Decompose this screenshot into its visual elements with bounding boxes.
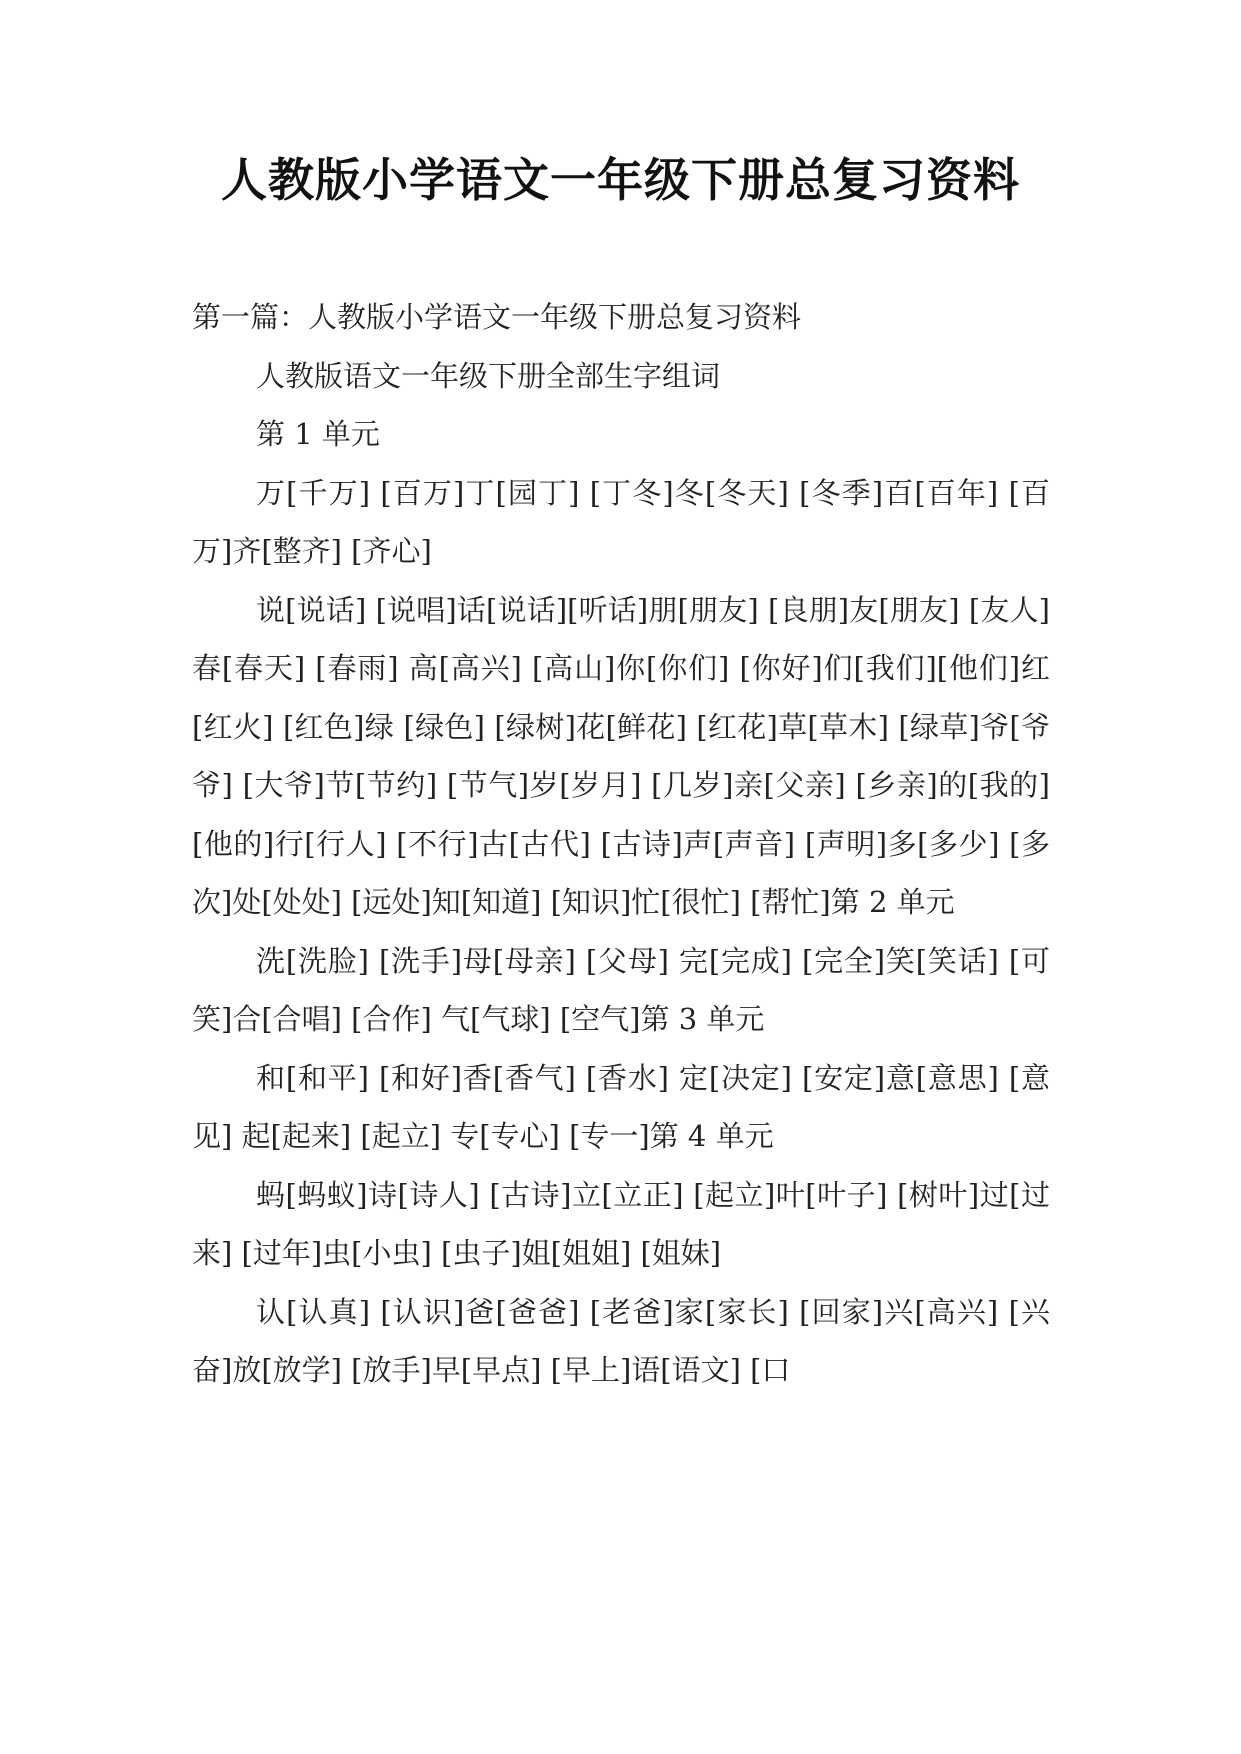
section-heading: 第一篇：人教版小学语文一年级下册总复习资料	[192, 300, 802, 334]
body-paragraph: 洗[洗脸] [洗手]母[母亲] [父母] 完[完成] [完全]笑[笑话] [可笑]合[合唱] [合作] 气[气球] [空气]第 3 单元	[192, 943, 1050, 1036]
document-body	[192, 288, 1050, 1400]
body-paragraph: 和[和平] [和好]香[香气] [香水] 定[决定] [安定]意[意思] [意见] 起[起来] [起立] 专[专心] [专一]第 4 单元	[192, 1060, 1050, 1153]
body-paragraph: 万[千万] [百万]丁[园丁] [丁冬]冬[冬天] [冬季]百[百年] [百万]齐[整齐] [齐心]	[192, 475, 1050, 568]
document-title: 人教版小学语文一年级下册总复习资料	[221, 153, 1020, 207]
body-paragraph: 说[说话] [说唱]话[说话][听话]朋[朋友] [良朋]友[朋友] [友人]春[春天] [春雨] 高[高兴] [高山]你[你们] [你好]们[我们][他们]红[红火] [红色]绿 [绿色] [绿树]花[鲜花] [红花]草[草木] [绿草]爷[爷爷] [大爷]节[节约] [节气]岁[岁月] [几岁]亲[父亲] [乡亲]的[我的] [他的]行[行人] [不行]古[古代] [古诗]声[声音] [声明]多[多少] [多次]处[处处] [远处]知[知道] [知识]忙[很忙] [帮忙]第 2 单元	[192, 592, 1050, 919]
unit-heading: 第 1 单元	[256, 417, 380, 451]
body-paragraph: 蚂[蚂蚁]诗[诗人] [古诗]立[立正] [起立]叶[叶子] [树叶]过[过来] [过年]虫[小虫] [虫子]姐[姐姐] [姐妹]	[192, 1177, 1050, 1270]
subsection-heading: 人教版语文一年级下册全部生字组词	[256, 358, 721, 393]
body-paragraph: 认[认真] [认识]爸[爸爸] [老爸]家[家长] [回家]兴[高兴] [兴奋]放[放学] [放手]早[早点] [早上]语[语文] [口	[192, 1294, 1050, 1387]
